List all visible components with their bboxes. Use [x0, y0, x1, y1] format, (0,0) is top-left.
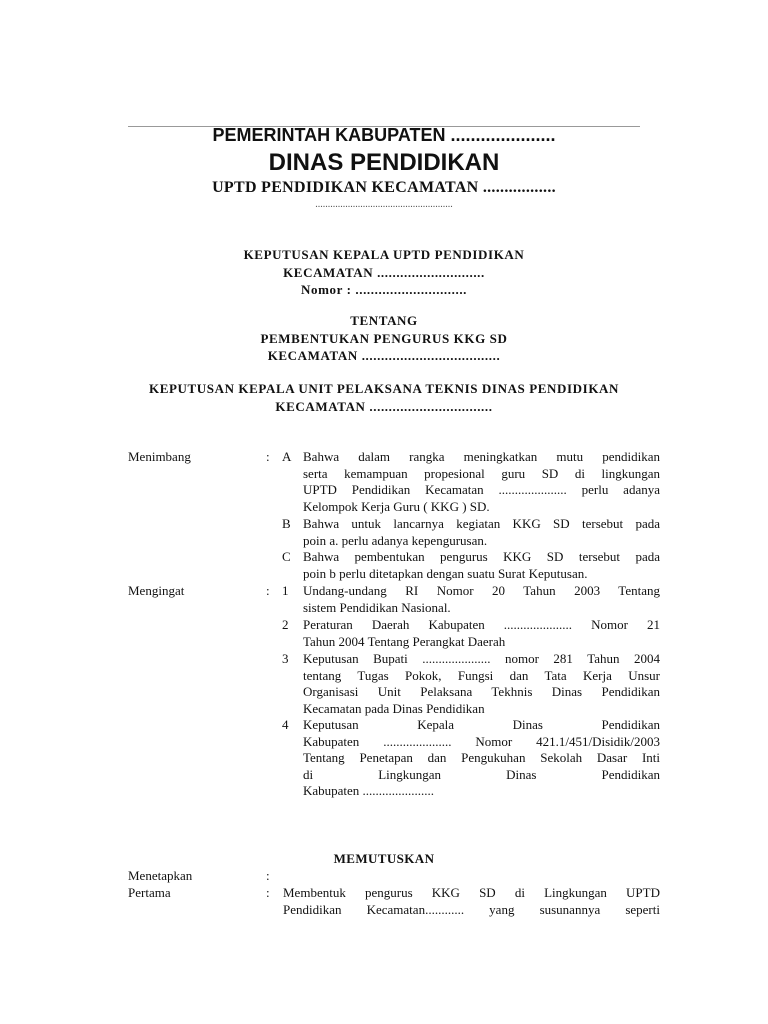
text-line: Bahwa untuk lancarnya kegiatan KKG SD tersebut pada — [303, 516, 660, 531]
menetapkan-colon: : — [266, 868, 270, 883]
text-line: Tentang Penetapan dan Pengukuhan Sekolah Dasar Inti — [303, 750, 660, 766]
decree-title-kecamatan: KECAMATAN ............................ — [283, 265, 485, 280]
mengingat-item-3 — [303, 651, 660, 717]
tentang-subject: PEMBENTUKAN PENGURUS KKG SD — [260, 331, 508, 346]
header-unit: UPTD PENDIDIKAN KECAMATAN ................. — [212, 179, 556, 196]
text-line: Peraturan Daerah Kabupaten ..................... Nomor 21 — [303, 617, 660, 632]
text-line: Kelompok Kerja Guru ( KKG ) SD. — [303, 498, 490, 514]
text-line: tentang Tugas Pokok, Fungsi dan Tata Kerja Unsur — [303, 667, 660, 683]
text-line: poin b perlu ditetapkan dengan suatu Surat Keputusan. — [303, 565, 588, 581]
head-decree-kecamatan: KECAMATAN ................................ — [275, 399, 493, 414]
text-line: poin a. perlu adanya kepengurusan. — [303, 532, 488, 548]
head-decree-title: KEPUTUSAN KEPALA UNIT PELAKSANA TEKNIS DINAS PENDIDIKAN — [148, 381, 620, 396]
text-line: Kabupaten ..................... Nomor 421.1/451/Disidik/2003 — [303, 733, 660, 749]
mengingat-item-1 — [303, 583, 660, 616]
menimbang-key-a: A — [282, 449, 292, 464]
text-line: Organisasi Unit Pelaksana Tekhnis Dinas Pendidikan — [303, 684, 660, 700]
mengingat-item-4 — [303, 717, 660, 800]
text-line: Bahwa dalam rangka meningkatkan mutu pendidikan — [303, 449, 660, 464]
decree-number: Nomor : ............................. — [300, 282, 468, 297]
text-line: serta kemampuan propesional guru SD di lingkungan — [303, 465, 660, 481]
menimbang-colon: : — [266, 449, 270, 464]
menetapkan-label: Menetapkan — [128, 868, 193, 883]
menimbang-item-b — [303, 516, 660, 549]
text-line: di Lingkungan Dinas Pendidikan — [303, 766, 660, 782]
decree-title: KEPUTUSAN KEPALA UPTD PENDIDIKAN — [243, 247, 525, 262]
text-line: Pendidikan Kecamatan............ yang susunannya seperti — [283, 901, 660, 917]
menimbang-label: Menimbang — [128, 449, 191, 464]
header-agency: DINAS PENDIDIKAN — [268, 149, 500, 176]
text-line: sistem Pendidikan Nasional. — [303, 599, 451, 615]
text-line: Kecamatan pada Dinas Pendidikan — [303, 700, 485, 716]
tentang-heading: TENTANG — [350, 313, 418, 328]
text-line: Keputusan Bupati ..................... nomor 281 Tahun 2004 — [303, 651, 660, 666]
tentang-kecamatan: KECAMATAN .................................... — [267, 348, 501, 363]
mengingat-label: Mengingat — [128, 583, 185, 598]
header-address: ....................................................... — [315, 199, 453, 210]
text-line: Bahwa pembentukan pengurus KKG SD tersebut pada — [303, 549, 660, 564]
mengingat-colon: : — [266, 583, 270, 598]
menimbang-key-b: B — [282, 516, 291, 531]
header-government: PEMERINTAH KABUPATEN ..................... — [212, 125, 556, 145]
mengingat-key-4: 4 — [282, 717, 289, 732]
menimbang-key-c: C — [282, 549, 291, 564]
menimbang-item-a — [303, 449, 660, 515]
mengingat-item-2 — [303, 617, 660, 650]
pertama-text — [283, 885, 660, 918]
memutuskan-heading: MEMUTUSKAN — [333, 851, 435, 866]
text-line: Membentuk pengurus KKG SD di Lingkungan UPTD — [283, 885, 660, 900]
pertama-label: Pertama — [128, 885, 171, 900]
text-line: Kabupaten ...................... — [303, 783, 435, 799]
text-line: Tahun 2004 Tentang Perangkat Daerah — [303, 633, 506, 649]
text-line: Undang-undang RI Nomor 20 Tahun 2003 Tentang — [303, 583, 660, 598]
mengingat-key-1: 1 — [282, 583, 289, 598]
text-line: UPTD Pendidikan Kecamatan ..................... perlu adanya — [303, 482, 660, 498]
menimbang-item-c — [303, 549, 660, 582]
mengingat-key-3: 3 — [282, 651, 289, 666]
mengingat-key-2: 2 — [282, 617, 289, 632]
pertama-colon: : — [266, 885, 270, 900]
text-line: Keputusan Kepala Dinas Pendidikan — [303, 717, 660, 732]
